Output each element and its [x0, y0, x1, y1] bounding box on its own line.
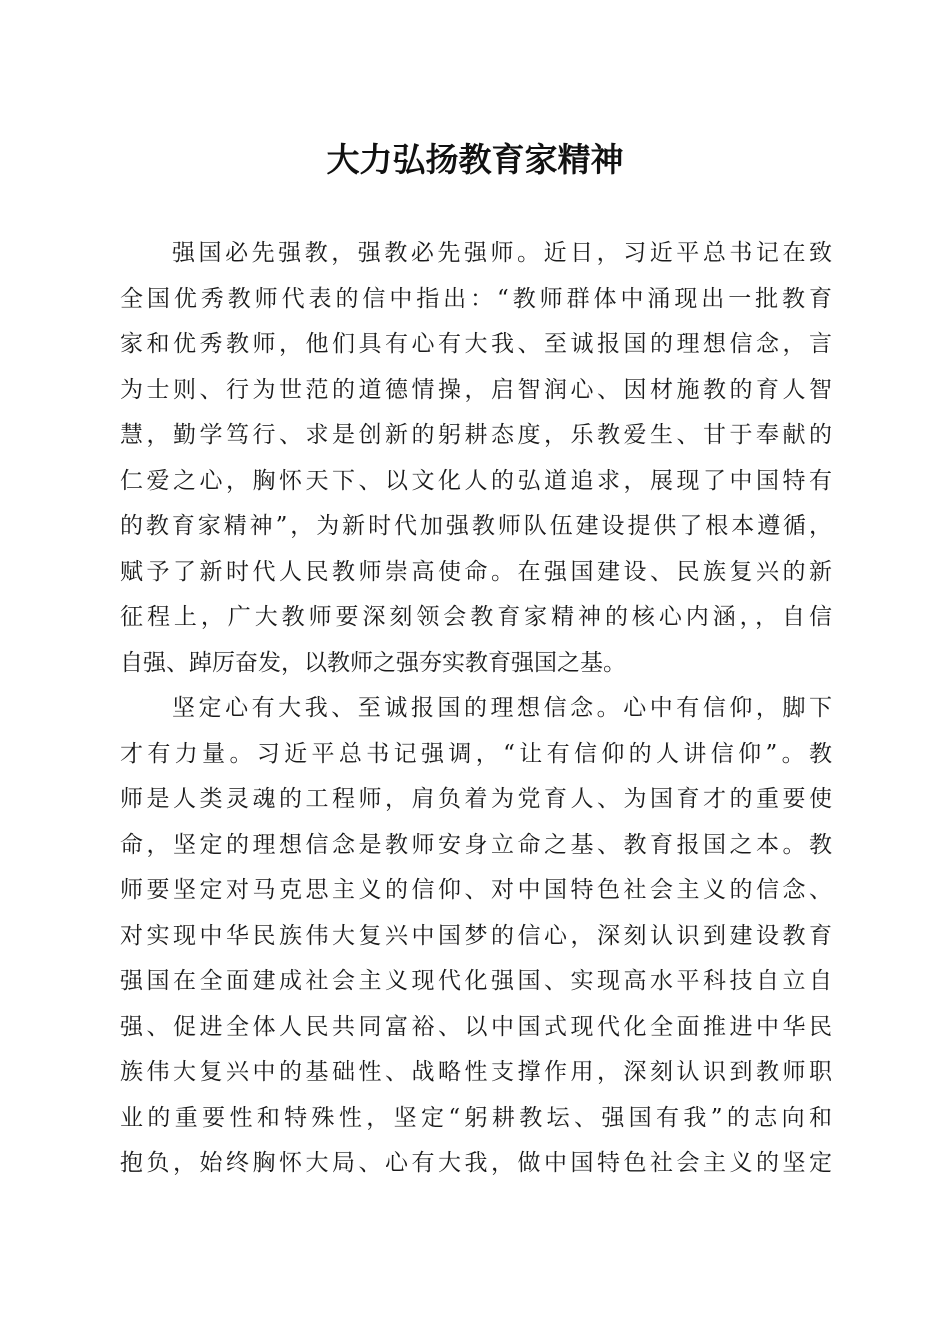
- paragraph-line: 为士则、行为世范的道德情操，启智润心、因材施教的育人智: [120, 376, 832, 403]
- paragraph-2: [120, 686, 832, 1187]
- document-body: [120, 231, 832, 1187]
- paragraph-line: 族伟大复兴中的基础性、战略性支撑作用，深刻认识到教师职: [120, 1059, 832, 1085]
- paragraph-line: 仁爱之心，胸怀天下、以文化人的弘道追求，展现了中国特有: [120, 467, 832, 494]
- paragraph-line: 业的重要性和特殊性，坚定“躬耕教坛、强国有我”的志向和: [120, 1104, 832, 1131]
- paragraph-line: 自强、踔厉奋发，以教师之强夯实教育强国之基。: [120, 649, 626, 676]
- paragraph-line: 赋予了新时代人民教师崇高使命。在强国建设、民族复兴的新: [120, 558, 832, 585]
- paragraph-line: 的教育家精神”，为新时代加强教师队伍建设提供了根本遵循，: [120, 513, 832, 539]
- paragraph-line: 师要坚定对马克思主义的信仰、对中国特色社会主义的信念、: [120, 877, 832, 903]
- paragraph-line: 全国优秀教师代表的信中指出：“教师群体中涌现出一批教育: [120, 285, 832, 312]
- paragraph-line: 家和优秀教师，他们具有心有大我、至诚报国的理想信念，言: [120, 331, 832, 357]
- paragraph-line: 慧，勤学笃行、求是创新的躬耕态度，乐教爱生、甘于奉献的: [120, 422, 832, 448]
- paragraph-1: [120, 231, 832, 686]
- paragraph-line: 强、促进全体人民共同富裕、以中国式现代化全面推进中华民: [120, 1013, 832, 1040]
- paragraph-line: 强国必先强教，强教必先强师。近日，习近平总书记在致: [172, 240, 832, 266]
- paragraph-line: 强国在全面建成社会主义现代化强国、实现高水平科技自立自: [120, 968, 832, 994]
- paragraph-line: 才有力量。习近平总书记强调，“让有信仰的人讲信仰”。教: [120, 740, 832, 767]
- paragraph-line: 征程上，广大教师要深刻领会教育家精神的核心内涵，，自信: [120, 604, 832, 630]
- paragraph-line: 师是人类灵魂的工程师，肩负着为党育人、为国育才的重要使: [120, 786, 832, 812]
- paragraph-line: 命，坚定的理想信念是教师安身立命之基、教育报国之本。教: [120, 831, 832, 858]
- document-title: 大力弘扬教育家精神: [326, 140, 624, 179]
- paragraph-line: 抱负，始终胸怀大局、心有大我，做中国特色社会主义的坚定: [120, 1150, 832, 1176]
- paragraph-line: 坚定心有大我、至诚报国的理想信念。心中有信仰，脚下: [172, 695, 832, 721]
- paragraph-line: 对实现中华民族伟大复兴中国梦的信心，深刻认识到建设教育: [120, 922, 832, 949]
